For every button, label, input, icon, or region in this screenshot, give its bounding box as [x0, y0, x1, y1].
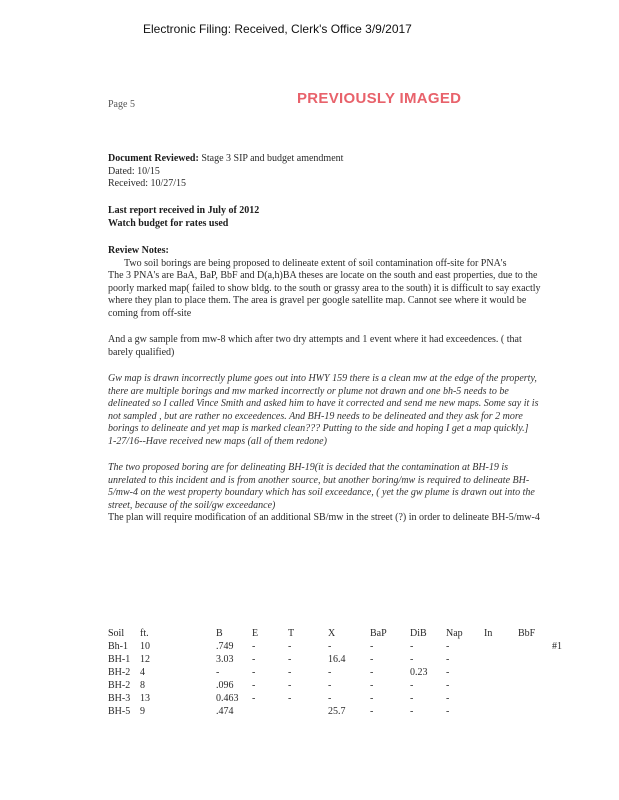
- table-cell: BH-2: [108, 667, 131, 678]
- watch-budget-line: Watch budget for rates used: [108, 217, 229, 229]
- table-cell: [482, 666, 516, 679]
- table-cell: 3.03: [216, 654, 234, 665]
- table-cell: 9: [140, 706, 145, 717]
- table-row: [106, 640, 566, 653]
- table-row: [106, 705, 566, 718]
- filing-header: Electronic Filing: Received, Clerk's Office 3/9/2017: [143, 22, 412, 36]
- table-cell: .474: [216, 706, 234, 717]
- table-cell: -: [288, 693, 292, 704]
- table-cell: -: [446, 693, 450, 704]
- table-cell: -: [370, 680, 374, 691]
- table-cell: -: [446, 641, 450, 652]
- header-bbf: BbF: [518, 628, 536, 639]
- table-cell: 0.23: [410, 667, 428, 678]
- table-cell: -: [446, 654, 450, 665]
- table-cell: -: [446, 667, 450, 678]
- table-cell: -: [216, 667, 220, 678]
- table-cell: [482, 705, 516, 718]
- table-cell: -: [288, 654, 292, 665]
- table-cell: -: [370, 693, 374, 704]
- table-cell: -: [252, 667, 256, 678]
- table-cell: 4: [140, 667, 145, 678]
- table-cell: BH-2: [108, 680, 131, 691]
- review-notes: [108, 245, 548, 525]
- table-cell: -: [252, 680, 256, 691]
- table-cell: -: [288, 641, 292, 652]
- table-header-row: [106, 627, 566, 640]
- table-row: [106, 653, 566, 666]
- header-t: T: [288, 628, 295, 639]
- table-cell: -: [410, 680, 414, 691]
- header-b: B: [216, 628, 223, 639]
- table-cell: [482, 679, 516, 692]
- table-cell: BH-5: [108, 706, 131, 717]
- table-cell: BH-1: [108, 654, 131, 665]
- table-cell: [482, 640, 516, 653]
- table-cell: 25.7: [328, 706, 346, 717]
- table-cell: -: [252, 654, 256, 665]
- review-notes-heading: Review Notes:: [108, 245, 169, 256]
- header-e: E: [252, 628, 259, 639]
- notes-paragraph-3: And a gw sample from mw-8 which after two dry attempts and 1 event where it had exceedences. ( that barely qualified): [108, 334, 522, 358]
- table-cell: .749: [216, 641, 234, 652]
- reviewed-value: Stage 3 SIP and budget amendment: [201, 153, 344, 164]
- table-cell: -: [446, 706, 450, 717]
- notes-paragraph-4b: 1-27/16--Have received new maps (all of them redone): [108, 435, 327, 447]
- document-info: [108, 153, 548, 191]
- table-cell: -: [252, 693, 256, 704]
- dated-line: Dated: 10/15: [108, 165, 160, 177]
- table-cell: 13: [140, 693, 150, 704]
- table-cell: [550, 679, 566, 692]
- table-cell: -: [446, 680, 450, 691]
- page-number: Page 5: [108, 99, 135, 110]
- table-cell: -: [370, 654, 374, 665]
- table-row: [106, 679, 566, 692]
- notes-paragraph-6: The plan will require modification of an additional SB/mw in the street (?) in order to delineate BH-5/mw-4: [108, 512, 540, 523]
- table-cell: [550, 692, 566, 705]
- header-nap: Nap: [446, 628, 463, 639]
- header-soil: Soil: [108, 628, 125, 639]
- header-in: In: [484, 628, 493, 639]
- table-cell: -: [410, 693, 414, 704]
- table-cell: -: [370, 667, 374, 678]
- table-cell: BH-3: [108, 693, 131, 704]
- last-report-block: [108, 205, 548, 230]
- table-cell: [516, 640, 550, 653]
- table-cell: -: [410, 706, 414, 717]
- table-cell: 12: [140, 654, 150, 665]
- received-line: Received: 10/27/15: [108, 178, 187, 189]
- table-cell: [516, 653, 550, 666]
- table-cell: Bh-1: [108, 641, 128, 652]
- table-cell: -: [288, 667, 292, 678]
- table-cell: #1: [552, 641, 562, 652]
- table-cell: -: [410, 654, 414, 665]
- notes-paragraph-1: Two soil borings are being proposed to delineate extent of soil contamination off-site for PNA's: [124, 257, 507, 269]
- table-row: [106, 692, 566, 705]
- table-cell: -: [370, 641, 374, 652]
- table-cell: -: [288, 680, 292, 691]
- table-cell: -: [370, 706, 374, 717]
- header-note: [550, 627, 566, 640]
- table-cell: [516, 705, 550, 718]
- table-cell: [516, 666, 550, 679]
- table-cell: [550, 653, 566, 666]
- header-bap: BaP: [370, 628, 387, 639]
- table-cell: [286, 705, 326, 718]
- notes-paragraph-5: The two proposed boring are for delineating BH-19(it is decided that the contamination at BH-19 is unrelated to this incident and is from another source, but another boring/mw is required to delineate BH-5/mw-4 on the west property boundary which has soil exceedance, ( yet the gw plume is drawn out into the street, because of the soil/gw exceedance): [108, 462, 535, 511]
- table-cell: 10: [140, 641, 150, 652]
- notes-paragraph-4: Gw map is drawn incorrectly plume goes out into HWY 159 there is a clean mw at the edge of the property, there are multiple borings and mw marked incorrectly or plume not drawn and one bh-5 needs to be delineated so I called Vince Smith and asked him to have it corrected and send me new maps. Some say it is not sampled , but are rather no exceedences. And BH-19 needs to be delineated and they ask for 2 more borings to delineate and yet map is marked clean??? Putting to the side and hoping I get a map quickly.]: [108, 373, 539, 434]
- reviewed-label: Document Reviewed:: [108, 153, 199, 164]
- table-cell: [550, 666, 566, 679]
- table-cell: 8: [140, 680, 145, 691]
- table-cell: -: [328, 667, 332, 678]
- table-cell: -: [328, 693, 332, 704]
- table-cell: [516, 679, 550, 692]
- previously-imaged-stamp: PREVIOUSLY IMAGED: [297, 90, 462, 107]
- soil-results-table: [106, 627, 566, 718]
- table-cell: [482, 692, 516, 705]
- table-row: [106, 666, 566, 679]
- table-cell: -: [410, 641, 414, 652]
- header-x: X: [328, 628, 336, 639]
- table-cell: -: [252, 641, 256, 652]
- header-dib: DiB: [410, 628, 427, 639]
- header-ft: ft.: [140, 628, 149, 639]
- table-cell: [516, 692, 550, 705]
- table-cell: 16.4: [328, 654, 346, 665]
- last-report-line: Last report received in July of 2012: [108, 205, 260, 216]
- table-cell: [550, 705, 566, 718]
- table-cell: [250, 705, 286, 718]
- table-cell: -: [328, 641, 332, 652]
- table-cell: .096: [216, 680, 234, 691]
- table-cell: 0.463: [216, 693, 239, 704]
- notes-paragraph-2: The 3 PNA's are BaA, BaP, BbF and D(a,h)BA theses are locate on the south and east properties, due to the poorly marked map( failed to show bldg. to the south or grassy area to the south) it is difficult to say exactly where they plan to place them. The area is gravel per google satellite map. Cannot see where it would be coming from off-site: [108, 270, 541, 319]
- table-cell: -: [328, 680, 332, 691]
- table-cell: [482, 653, 516, 666]
